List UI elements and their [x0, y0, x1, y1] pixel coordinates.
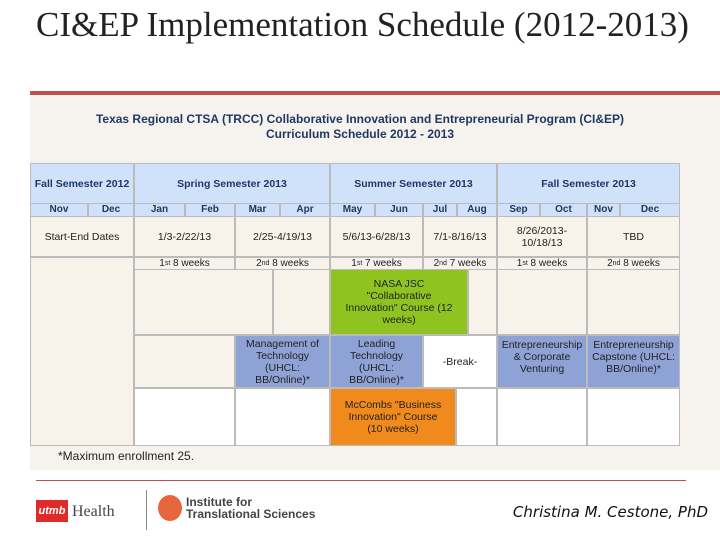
empty-cell	[273, 269, 330, 335]
month-header: Jan	[134, 203, 185, 217]
weeks-text: 8 weeks	[620, 257, 660, 269]
course-nasa-jsc: NASA JSC "Collaborative Innovation" Course (12 weeks)	[330, 269, 468, 335]
date-range: 2/25-4/19/13	[235, 216, 330, 257]
date-range: 5/6/13-6/28/13	[330, 216, 423, 257]
enrollment-note: *Maximum enrollment 25.	[58, 449, 195, 463]
date-range: 7/1-8/16/13	[423, 216, 497, 257]
break-cell: -Break-	[423, 335, 497, 388]
course-management-of-technology: Management of Technology (UHCL: BB/Online)*	[235, 335, 330, 388]
institute-logo-icon	[158, 495, 182, 521]
date-range: 8/26/2013-10/18/13	[497, 216, 587, 257]
weeks-label: 2 nd 7 weeks	[423, 257, 497, 270]
empty-cell	[134, 335, 235, 388]
month-header: Aug	[457, 203, 497, 217]
semester-header: Fall Semester 2013	[497, 163, 680, 204]
slide-title: CI&EP Implementation Schedule (2012-2013)	[36, 5, 689, 44]
utmb-logo: utmb	[36, 500, 68, 522]
empty-cell	[587, 388, 680, 446]
weeks-label: 2 nd 8 weeks	[235, 257, 330, 270]
weeks-label: 1 st 8 weeks	[497, 257, 587, 270]
institute-line2: Translational Sciences	[186, 507, 316, 521]
month-header: Apr	[280, 203, 330, 217]
weeks-text: 7 weeks	[446, 257, 487, 269]
empty-cell	[587, 269, 680, 335]
empty-cell	[235, 388, 330, 446]
weeks-number: 2	[607, 257, 613, 269]
weeks-text: 7 weeks	[362, 257, 402, 269]
semester-header: Spring Semester 2013	[134, 163, 330, 204]
weeks-number: 1	[351, 257, 357, 269]
empty-cell	[134, 388, 235, 446]
course-entrepreneurship-corporate-venturing: Entrepreneurship & Corporate Venturing	[497, 335, 587, 388]
month-header: Oct	[540, 203, 587, 217]
month-header: Sep	[497, 203, 540, 217]
course-mccombs-business-innovation: McCombs "Business Innovation" Course (10 weeks)	[330, 388, 456, 446]
empty-cell	[468, 269, 497, 335]
empty-cell	[497, 269, 587, 335]
weeks-number: 2	[433, 257, 440, 269]
month-header: Nov	[587, 203, 620, 217]
logo-separator	[146, 490, 147, 530]
month-header: May	[330, 203, 375, 217]
course-leading-technology: Leading Technology (UHCL: BB/Online)*	[330, 335, 423, 388]
utmb-health-text: Health	[72, 503, 115, 520]
month-header: Jun	[375, 203, 423, 217]
dates-label: Start-End Dates	[30, 216, 134, 257]
month-header: Mar	[235, 203, 280, 217]
weeks-number: 1	[516, 257, 523, 269]
empty-cell	[497, 388, 587, 446]
institute-line1: Institute for	[186, 495, 252, 509]
month-header: Jul	[423, 203, 457, 217]
weeks-label: 2 nd 8 weeks	[587, 257, 680, 270]
footer-divider	[36, 480, 686, 481]
month-header: Dec	[88, 203, 134, 217]
institute-logo-text	[186, 496, 315, 520]
date-range: TBD	[587, 216, 680, 257]
empty-cell	[134, 269, 273, 335]
weeks-label: 1 st 8 weeks	[134, 257, 235, 270]
schedule-subheading: Curriculum Schedule 2012 - 2013	[265, 127, 455, 141]
semester-header: Fall Semester 2012	[30, 163, 134, 204]
empty-cell	[456, 388, 497, 446]
month-header: Dec	[620, 203, 680, 217]
weeks-text: 8 weeks	[527, 257, 568, 269]
course-entrepreneurship-capstone: Entrepreneurship Capstone (UHCL: BB/Online)*	[587, 335, 680, 388]
schedule-heading: Texas Regional CTSA (TRCC) Collaborative Innovation and Entrepreneurial Program (CI&EP)	[95, 112, 625, 126]
date-range: 1/3-2/22/13	[134, 216, 235, 257]
weeks-number: 2	[256, 257, 262, 269]
author-name: Christina M. Cestone, PhD	[512, 503, 708, 521]
month-header: Nov	[30, 203, 88, 217]
empty-cell	[30, 257, 134, 446]
month-header: Feb	[185, 203, 235, 217]
weeks-number: 1	[159, 257, 165, 269]
weeks-label: 1 st 7 weeks	[330, 257, 423, 270]
weeks-text: 8 weeks	[269, 257, 309, 269]
weeks-text: 8 weeks	[170, 257, 210, 269]
semester-header: Summer Semester 2013	[330, 163, 497, 204]
